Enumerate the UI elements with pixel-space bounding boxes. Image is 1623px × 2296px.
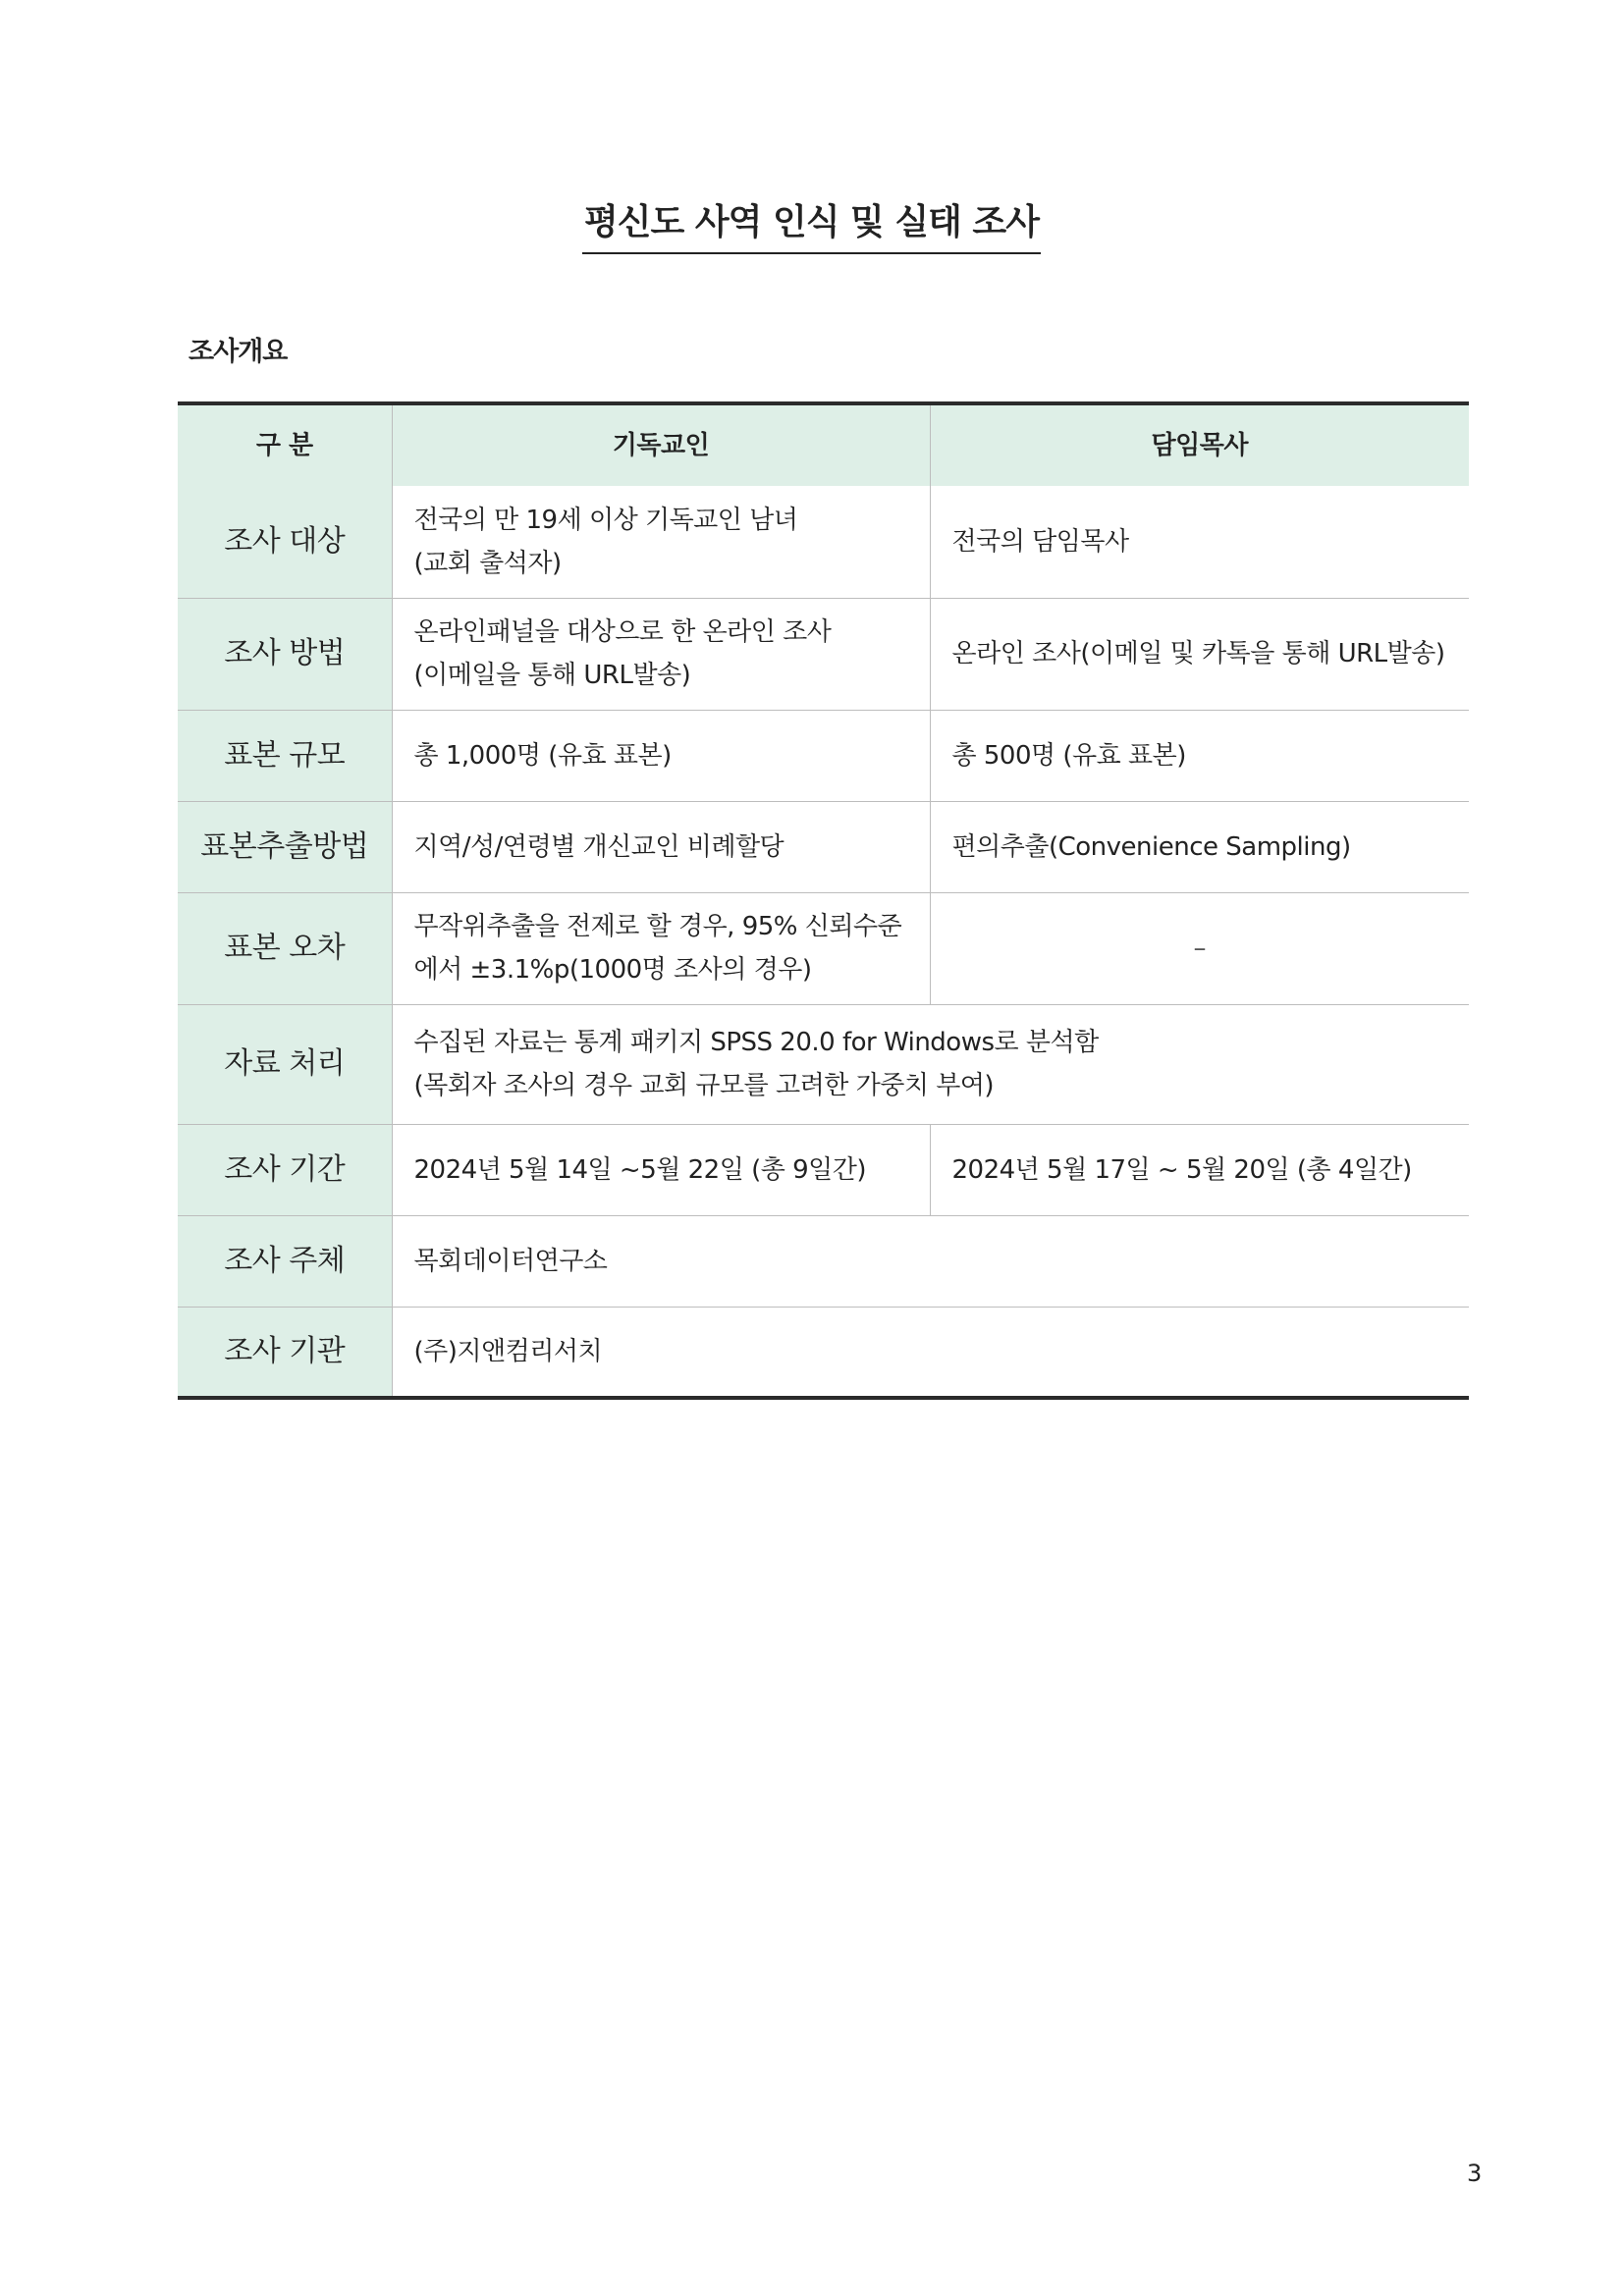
cell-line: (교회 출석자) [413,548,562,578]
cell-laity [392,598,930,710]
cell-merged [392,1215,1469,1307]
cell-merged [392,1004,1469,1124]
cell-pastor [930,892,1469,1004]
cell-pastor [930,801,1469,892]
table-row-sample-size [178,710,1469,801]
cell-line: 총 500명 (유효 표본) [951,740,1186,771]
row-label: 조사 기간 [178,1124,392,1215]
row-label: 조사 대상 [178,486,392,598]
cell-laity [392,1124,930,1215]
cell-line: 목회데이터연구소 [413,1246,608,1276]
survey-overview-table [178,401,1469,1400]
cell-line: (목회자 조사의 경우 교회 규모를 고려한 가중치 부여) [413,1071,995,1100]
cell-laity [392,801,930,892]
cell-line: 총 1,000명 (유효 표본) [413,740,672,771]
row-label: 자료 처리 [178,1004,392,1124]
header-laity: 기독교인 [392,403,930,486]
cell-line: 온라인패널을 대상으로 한 온라인 조사 [413,617,832,647]
cell-line: 편의추출(Convenience Sampling) [951,831,1351,862]
cell-line: 에서 ±3.1%p(1000명 조사의 경우) [413,955,812,985]
cell-pastor [930,710,1469,801]
row-label: 표본 오차 [178,892,392,1004]
cell-pastor [930,598,1469,710]
cell-pastor [930,1124,1469,1215]
cell-line: 무작위추출을 전제로 할 경우, 95% 신뢰수준 [413,912,902,941]
cell-line: 2024년 5월 14일 ~5월 22일 (총 9일간) [413,1154,867,1185]
table-row-period [178,1124,1469,1215]
page-title-text: 평신도 사역 인식 및 실태 조사 [582,194,1041,254]
row-label: 조사 주체 [178,1215,392,1307]
cell-laity [392,710,930,801]
table-row-sampling-error [178,892,1469,1004]
cell-line: 수집된 자료는 통계 패키지 SPSS 20.0 for Windows로 분석함 [413,1028,1099,1057]
cell-line: 온라인 조사(이메일 및 카톡을 통해 URL발송) [951,639,1445,668]
row-label: 표본 규모 [178,710,392,801]
table-row-sampling-method [178,801,1469,892]
page-title [0,194,1623,254]
row-label: 조사 방법 [178,598,392,710]
cell-merged [392,1307,1469,1398]
header-pastor: 담임목사 [930,403,1469,486]
table-row-data-processing [178,1004,1469,1124]
cell-laity [392,892,930,1004]
cell-pastor [930,486,1469,598]
row-label: 표본추출방법 [178,801,392,892]
row-label: 조사 기관 [178,1307,392,1398]
cell-line: (주)지앤컴리서치 [413,1336,603,1366]
cell-laity [392,486,930,598]
cell-line: 2024년 5월 17일 ~ 5월 20일 (총 4일간) [951,1154,1412,1185]
table-row-method [178,598,1469,710]
cell-line: (이메일을 통해 URL발송) [413,661,691,690]
table-row-agency [178,1307,1469,1398]
header-category: 구 분 [178,403,392,486]
table-header-row [178,403,1469,486]
cell-line: 지역/성/연령별 개신교인 비례할당 [413,831,784,862]
section-heading: 조사개요 [189,337,288,367]
table-row-target [178,486,1469,598]
page-number: 3 [1467,2160,1483,2187]
cell-line: 전국의 만 19세 이상 기독교인 남녀 [413,505,798,535]
cell-line: – [1193,934,1206,963]
table-row-organizer [178,1215,1469,1307]
cell-line: 전국의 담임목사 [951,526,1129,557]
